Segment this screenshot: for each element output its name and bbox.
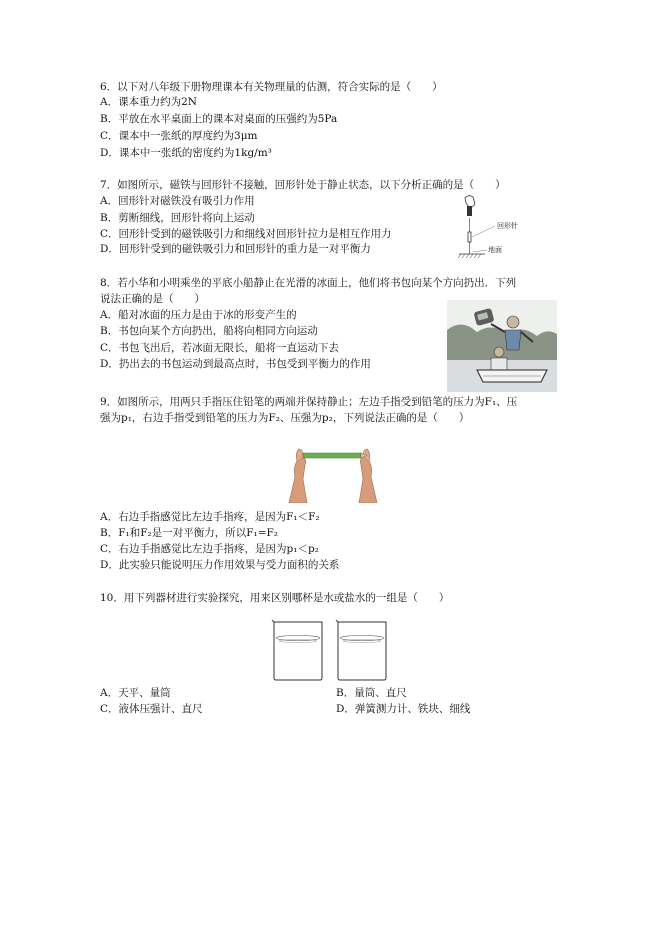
q9-option-c: C．右边手指感觉比左边手指疼，是因为p₁＜p₂ (100, 543, 319, 555)
q8-stem-line-1: 8．若小华和小明乘坐的平底小船静止在光滑的冰面上，他们将书包向某个方向扔出．下列 (100, 277, 517, 289)
q8-option-c: C．书包飞出后，若冰面无限长，船将一直运动下去 (100, 342, 340, 354)
q10-option-b: B．量筒、直尺 (336, 687, 407, 699)
q9-option-d: D．此实验只能说明压力作用效果与受力面积的关系 (100, 559, 340, 571)
q10-option-d: D．弹簧测力计、铁块、细线 (336, 703, 471, 715)
q7-option-b: B．剪断细线，回形针将向上运动 (100, 212, 255, 224)
q9-stem-line-2: 强为p₁，右边手指受到铅笔的压力为F₂、压强为p₂，下列说法正确的是（ ） (100, 412, 470, 424)
ground-label: 地面 (488, 246, 502, 254)
q8-option-d: D．扔出去的书包运动到最高点时，书包受到平衡力的作用 (100, 358, 371, 370)
paperclip-icon (468, 232, 471, 242)
q7-stem: 7．如图所示，磁铁与回形针不接触，回形针处于静止状态，以下分析正确的是（ ） (100, 179, 506, 191)
q7-option-c: C．回形针受到的磁铁吸引力和细线对回形针拉力是相互作用力 (100, 228, 392, 240)
q8-stem-line-2: 说法正确的是（ ） (100, 293, 205, 305)
q8-option-a: A．船对冰面的压力是由于冰的形变产生的 (100, 309, 297, 321)
paperclip-label: 回形针 (497, 222, 518, 230)
q6-stem: 6．以下对八年级下册物理课本有关物理量的估测，符合实际的是（ ） (100, 81, 443, 93)
pencil-fingers-photo (283, 433, 383, 503)
q10-stem: 10．用下列器材进行实验探究，用来区别哪杯是水或盐水的一组是（ ） (100, 592, 450, 604)
q6-option-c: C．课本中一张纸的厚度约为3μm (100, 130, 258, 142)
q7-option-a: A．回形针对磁铁没有吸引力作用 (100, 195, 255, 207)
q9-option-a: A．右边手指感觉比左边手指疼，是因为F₁＜F₂ (100, 511, 320, 523)
q9-option-b: B．F₁和F₂是一对平衡力，所以F₁=F₂ (100, 527, 278, 539)
q8-option-b: B．书包向某个方向扔出，船将向相同方向运动 (100, 325, 318, 337)
q7-option-d: D．回形针受到的磁铁吸引力和回形针的重力是一对平衡力 (100, 243, 371, 255)
boat-on-ice-illustration (447, 300, 557, 392)
q6-option-d: D．课本中一张纸的密度约为1kg/m³ (100, 147, 272, 159)
q6-option-a: A．课本重力约为2N (100, 96, 197, 108)
q10-option-a: A．天平、量筒 (100, 687, 171, 699)
q9-stem-line-1: 9．如图所示，用两只手指压住铅笔的两端并保持静止；左边手指受到铅笔的压力为F₁、压 (100, 396, 518, 408)
two-beakers-figure (270, 620, 390, 682)
beaker-right-icon (336, 620, 386, 680)
q6-option-b: B．平放在水平桌面上的课本对桌面的压强约为5Pa (100, 113, 338, 125)
pencil-icon (303, 453, 361, 458)
beaker-left-icon (272, 620, 322, 680)
hand-holding-magnet-icon (465, 196, 475, 216)
q10-option-c: C．液体压强计、直尺 (100, 703, 203, 715)
